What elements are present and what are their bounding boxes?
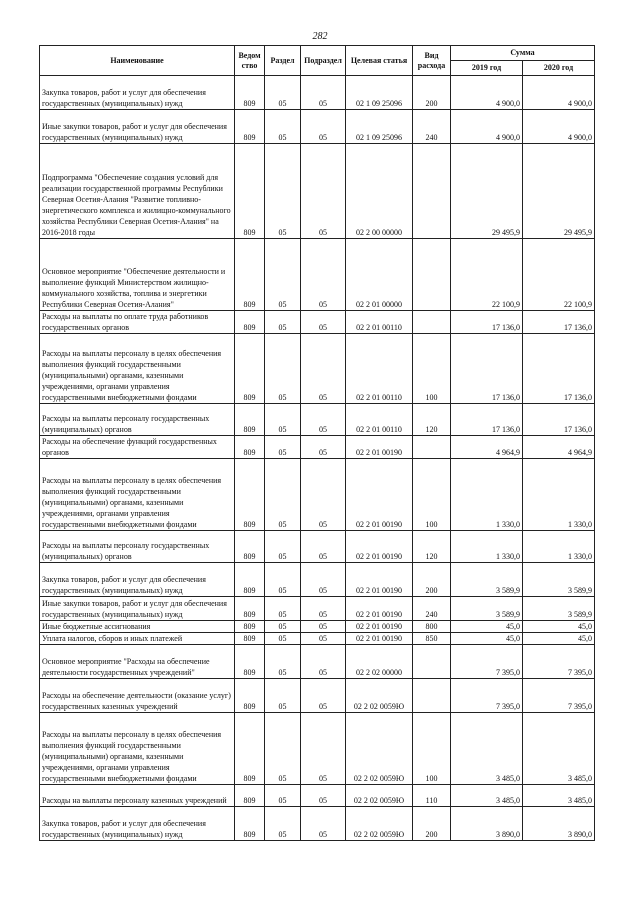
row-razdel: 05 [265, 311, 301, 334]
row-sum-2020: 45,0 [523, 633, 595, 645]
table-row [40, 679, 595, 713]
row-expense-type: 200 [413, 563, 451, 597]
row-name: Расходы на выплаты по оплате труда работников государственных органов [40, 311, 235, 334]
row-sum-2019: 22 100,9 [451, 239, 523, 311]
row-podrazdel: 05 [301, 239, 346, 311]
row-expense-type: 120 [413, 404, 451, 436]
row-target-article: 02 2 01 00190 [346, 459, 413, 531]
row-podrazdel: 05 [301, 144, 346, 239]
page-number: 282 [312, 31, 328, 42]
row-vedomstvo: 809 [235, 597, 265, 621]
row-target-article: 02 2 02 0059Ю [346, 679, 413, 713]
row-expense-type: 120 [413, 531, 451, 563]
row-podrazdel: 05 [301, 713, 346, 785]
row-target-article: 02 2 01 00190 [346, 563, 413, 597]
row-vedomstvo: 809 [235, 144, 265, 239]
table-row [40, 597, 595, 621]
row-vedomstvo: 809 [235, 679, 265, 713]
row-razdel: 05 [265, 76, 301, 110]
header-name: Наименование [40, 46, 235, 76]
row-sum-2020: 17 136,0 [523, 311, 595, 334]
row-sum-2019: 3 890,0 [451, 807, 523, 841]
row-razdel: 05 [265, 563, 301, 597]
row-name: Расходы на выплаты персоналу в целях обеспечения выполнения функций государственными (муниципальными) органами, казенными учреждениями, органами управления государственными внебюджетными фондами [40, 459, 235, 531]
table-row [40, 645, 595, 679]
row-razdel: 05 [265, 679, 301, 713]
row-podrazdel: 05 [301, 436, 346, 459]
row-sum-2020: 1 330,0 [523, 459, 595, 531]
table-row [40, 807, 595, 841]
row-sum-2020: 22 100,9 [523, 239, 595, 311]
row-expense-type: 100 [413, 459, 451, 531]
row-expense-type [413, 436, 451, 459]
row-target-article: 02 2 01 00190 [346, 621, 413, 633]
row-sum-2019: 1 330,0 [451, 531, 523, 563]
row-sum-2020: 3 485,0 [523, 785, 595, 807]
row-expense-type: 100 [413, 713, 451, 785]
table-row [40, 633, 595, 645]
row-vedomstvo: 809 [235, 621, 265, 633]
table-row [40, 531, 595, 563]
row-sum-2020: 3 589,9 [523, 597, 595, 621]
table-row [40, 76, 595, 110]
row-sum-2020: 17 136,0 [523, 334, 595, 404]
row-expense-type [413, 144, 451, 239]
row-sum-2020: 17 136,0 [523, 404, 595, 436]
row-podrazdel: 05 [301, 334, 346, 404]
row-podrazdel: 05 [301, 404, 346, 436]
row-vedomstvo: 809 [235, 239, 265, 311]
row-podrazdel: 05 [301, 531, 346, 563]
row-name: Подпрограмма "Обеспечение создания условий для реализации государственной программы Республики Северная Осетия-Алания "Развитие топливно-энергетического комплекса и жилищно-коммунального хозяйства Республики Северная Осетия-Алания" на 2016-2018 годы [40, 144, 235, 239]
table-row [40, 459, 595, 531]
table-row [40, 713, 595, 785]
row-podrazdel: 05 [301, 621, 346, 633]
row-razdel: 05 [265, 404, 301, 436]
table-row [40, 239, 595, 311]
row-expense-type: 850 [413, 633, 451, 645]
row-sum-2020: 7 395,0 [523, 645, 595, 679]
row-sum-2019: 4 964,9 [451, 436, 523, 459]
row-name: Расходы на выплаты персоналу государственных (муниципальных) органов [40, 531, 235, 563]
row-podrazdel: 05 [301, 807, 346, 841]
budget-table [39, 45, 595, 841]
row-target-article: 02 2 01 00190 [346, 436, 413, 459]
row-vedomstvo: 809 [235, 563, 265, 597]
row-sum-2019: 3 485,0 [451, 785, 523, 807]
row-podrazdel: 05 [301, 311, 346, 334]
row-target-article: 02 2 01 00190 [346, 633, 413, 645]
row-expense-type: 800 [413, 621, 451, 633]
row-name: Основное мероприятие "Расходы на обеспечение деятельности государственных учреждений" [40, 645, 235, 679]
row-expense-type: 100 [413, 334, 451, 404]
row-vedomstvo: 809 [235, 713, 265, 785]
table-row [40, 563, 595, 597]
row-expense-type [413, 645, 451, 679]
row-target-article: 02 2 01 00110 [346, 334, 413, 404]
header-target-article: Целевая статья [346, 46, 413, 76]
row-name: Иные закупки товаров, работ и услуг для обеспечения государственных (муниципальных) нужд [40, 110, 235, 144]
row-target-article: 02 1 09 25096 [346, 110, 413, 144]
row-name: Расходы на обеспечение функций государственных органов [40, 436, 235, 459]
row-podrazdel: 05 [301, 597, 346, 621]
row-razdel: 05 [265, 633, 301, 645]
row-expense-type: 240 [413, 597, 451, 621]
row-sum-2020: 4 900,0 [523, 110, 595, 144]
row-sum-2019: 17 136,0 [451, 404, 523, 436]
row-razdel: 05 [265, 645, 301, 679]
row-sum-2019: 17 136,0 [451, 311, 523, 334]
row-sum-2020: 3 485,0 [523, 713, 595, 785]
row-razdel: 05 [265, 807, 301, 841]
header-vedomstvo: Ведом ство [235, 46, 265, 76]
row-podrazdel: 05 [301, 645, 346, 679]
row-expense-type: 200 [413, 807, 451, 841]
row-razdel: 05 [265, 334, 301, 404]
table-row [40, 110, 595, 144]
row-sum-2020: 7 395,0 [523, 679, 595, 713]
row-razdel: 05 [265, 436, 301, 459]
row-vedomstvo: 809 [235, 645, 265, 679]
row-razdel: 05 [265, 597, 301, 621]
header-year-2020: 2020 год [523, 61, 595, 76]
table-row [40, 436, 595, 459]
row-vedomstvo: 809 [235, 311, 265, 334]
row-razdel: 05 [265, 785, 301, 807]
row-podrazdel: 05 [301, 679, 346, 713]
header-year-2019: 2019 год [451, 61, 523, 76]
row-sum-2020: 4 900,0 [523, 76, 595, 110]
row-target-article: 02 2 01 00110 [346, 404, 413, 436]
row-podrazdel: 05 [301, 563, 346, 597]
row-podrazdel: 05 [301, 633, 346, 645]
row-podrazdel: 05 [301, 785, 346, 807]
row-razdel: 05 [265, 144, 301, 239]
row-target-article: 02 2 01 00000 [346, 239, 413, 311]
row-sum-2020: 29 495,9 [523, 144, 595, 239]
row-sum-2019: 29 495,9 [451, 144, 523, 239]
row-target-article: 02 2 02 0059Ю [346, 785, 413, 807]
row-vedomstvo: 809 [235, 110, 265, 144]
row-target-article: 02 2 02 00000 [346, 645, 413, 679]
row-target-article: 02 2 01 00110 [346, 311, 413, 334]
row-target-article: 02 2 01 00190 [346, 597, 413, 621]
header-podrazdel: Подраздел [301, 46, 346, 76]
row-expense-type: 240 [413, 110, 451, 144]
row-sum-2020: 3 890,0 [523, 807, 595, 841]
row-sum-2019: 45,0 [451, 621, 523, 633]
row-vedomstvo: 809 [235, 459, 265, 531]
row-sum-2019: 3 589,9 [451, 563, 523, 597]
row-sum-2019: 45,0 [451, 633, 523, 645]
row-razdel: 05 [265, 110, 301, 144]
row-sum-2020: 45,0 [523, 621, 595, 633]
row-expense-type [413, 239, 451, 311]
row-name: Расходы на обеспечение деятельности (оказание услуг) государственных казенных учреждений [40, 679, 235, 713]
row-target-article: 02 2 00 00000 [346, 144, 413, 239]
row-expense-type: 110 [413, 785, 451, 807]
table-row [40, 334, 595, 404]
row-vedomstvo: 809 [235, 76, 265, 110]
row-name: Расходы на выплаты персоналу в целях обеспечения выполнения функций государственными (муниципальными) органами, казенными учреждениями, органами управления государственными внебюджетными фондами [40, 334, 235, 404]
row-expense-type: 200 [413, 76, 451, 110]
table-row [40, 144, 595, 239]
row-razdel: 05 [265, 239, 301, 311]
row-sum-2020: 3 589,9 [523, 563, 595, 597]
row-expense-type [413, 679, 451, 713]
row-vedomstvo: 809 [235, 404, 265, 436]
row-expense-type [413, 311, 451, 334]
table-row [40, 404, 595, 436]
row-name: Иные бюджетные ассигнования [40, 621, 235, 633]
row-sum-2020: 1 330,0 [523, 531, 595, 563]
row-sum-2019: 17 136,0 [451, 334, 523, 404]
row-vedomstvo: 809 [235, 436, 265, 459]
row-razdel: 05 [265, 459, 301, 531]
row-target-article: 02 2 02 0059Ю [346, 807, 413, 841]
row-target-article: 02 2 02 0059Ю [346, 713, 413, 785]
row-vedomstvo: 809 [235, 807, 265, 841]
header-razdel: Раздел [265, 46, 301, 76]
row-sum-2019: 7 395,0 [451, 679, 523, 713]
row-name: Расходы на выплаты персоналу казенных учреждений [40, 785, 235, 807]
row-vedomstvo: 809 [235, 531, 265, 563]
row-name: Расходы на выплаты персоналу государственных (муниципальных) органов [40, 404, 235, 436]
row-name: Закупка товаров, работ и услуг для обеспечения государственных (муниципальных) нужд [40, 563, 235, 597]
row-vedomstvo: 809 [235, 633, 265, 645]
row-podrazdel: 05 [301, 459, 346, 531]
row-sum-2019: 4 900,0 [451, 110, 523, 144]
row-podrazdel: 05 [301, 76, 346, 110]
row-name: Закупка товаров, работ и услуг для обеспечения государственных (муниципальных) нужд [40, 807, 235, 841]
row-name: Основное мероприятие "Обеспечение деятельности и выполнение функций Министерством жилищно-коммунального хозяйства, топлива и энергетики Республики Северная Осетия-Алания" [40, 239, 235, 311]
table-row [40, 785, 595, 807]
row-sum-2019: 1 330,0 [451, 459, 523, 531]
row-sum-2019: 3 485,0 [451, 713, 523, 785]
header-sum: Сумма [451, 46, 595, 61]
row-razdel: 05 [265, 621, 301, 633]
row-vedomstvo: 809 [235, 334, 265, 404]
table-row [40, 621, 595, 633]
row-razdel: 05 [265, 713, 301, 785]
row-sum-2020: 4 964,9 [523, 436, 595, 459]
header-expense-type: Вид расхода [413, 46, 451, 76]
row-target-article: 02 1 09 25096 [346, 76, 413, 110]
row-sum-2019: 3 589,9 [451, 597, 523, 621]
row-sum-2019: 7 395,0 [451, 645, 523, 679]
row-razdel: 05 [265, 531, 301, 563]
row-target-article: 02 2 01 00190 [346, 531, 413, 563]
row-podrazdel: 05 [301, 110, 346, 144]
table-row [40, 311, 595, 334]
row-sum-2019: 4 900,0 [451, 76, 523, 110]
row-name: Закупка товаров, работ и услуг для обеспечения государственных (муниципальных) нужд [40, 76, 235, 110]
table-body [40, 76, 595, 841]
row-name: Уплата налогов, сборов и иных платежей [40, 633, 235, 645]
row-name: Расходы на выплаты персоналу в целях обеспечения выполнения функций государственными (муниципальными) органами, казенными учреждениями, органами управления государственными внебюджетными фондами [40, 713, 235, 785]
row-name: Иные закупки товаров, работ и услуг для обеспечения государственных (муниципальных) нужд [40, 597, 235, 621]
row-vedomstvo: 809 [235, 785, 265, 807]
